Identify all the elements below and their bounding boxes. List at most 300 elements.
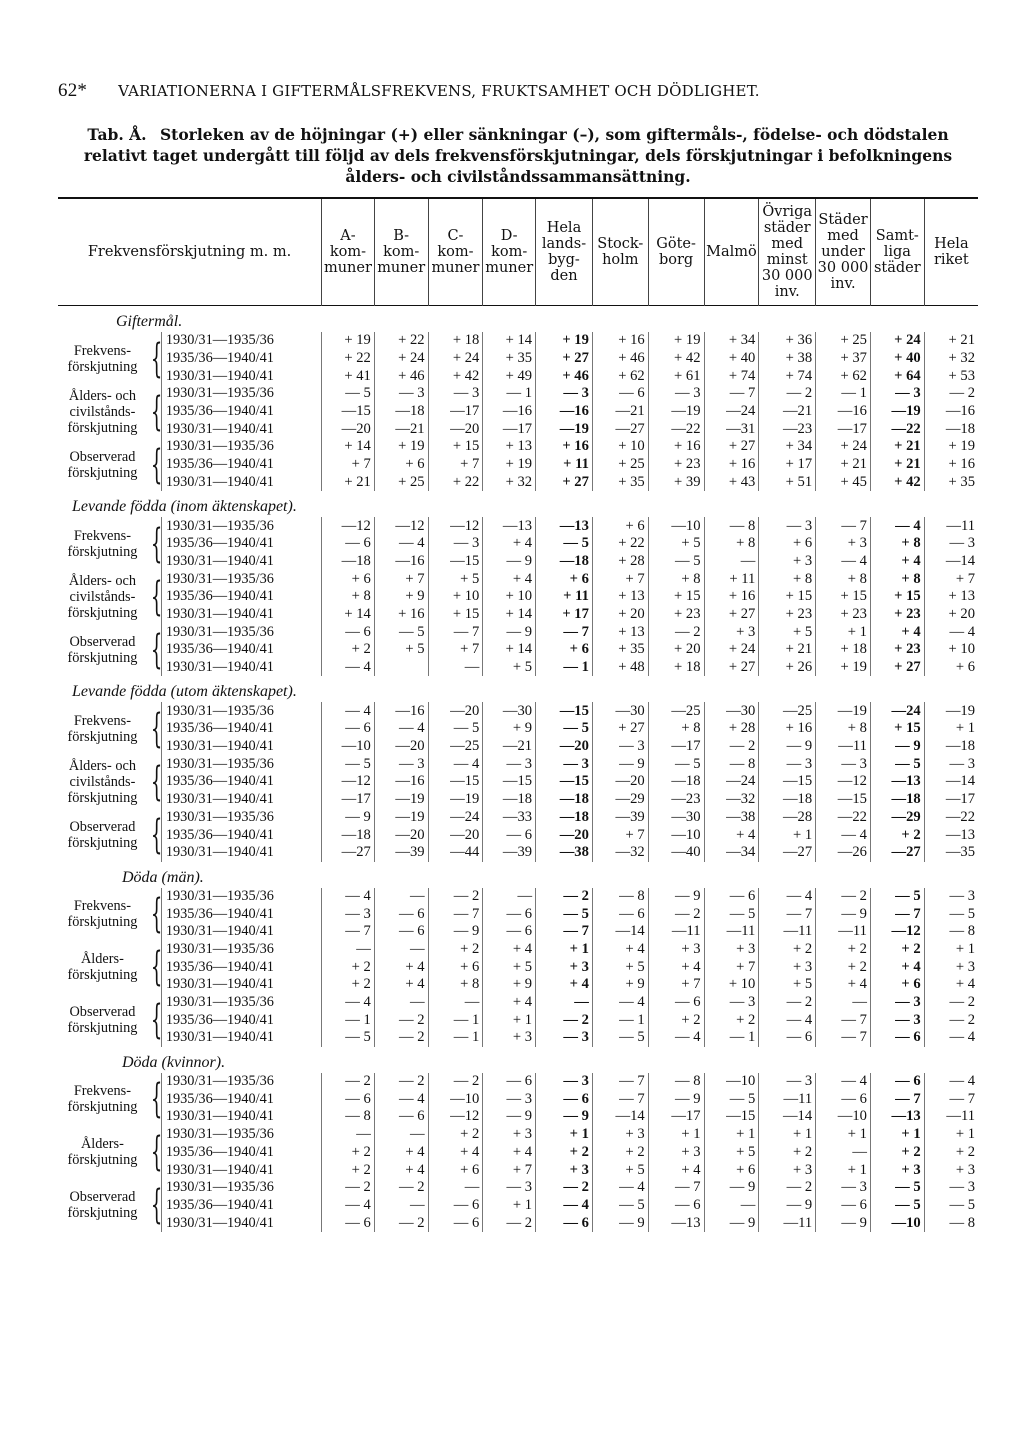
period-cell: 1930/31—1935/36 — [161, 809, 321, 827]
value-cell: + 19 — [816, 659, 871, 677]
group-name: Ålders- förskjutning — [67, 951, 138, 984]
group-name: Observerad förskjutning — [67, 819, 138, 852]
value-cell: — 9 — [592, 755, 648, 773]
table-row — [58, 403, 978, 421]
table-row — [58, 350, 978, 368]
value-cell: —18 — [374, 403, 428, 421]
value-cell: — 5 — [592, 1029, 648, 1047]
value-cell: —20 — [592, 773, 648, 791]
value-cell: + 5 — [592, 1161, 648, 1179]
value-cell: — 9 — [704, 1214, 759, 1232]
table-row — [58, 923, 978, 941]
period-cell: 1935/36—1940/41 — [161, 588, 321, 606]
value-cell: — 4 — [322, 888, 375, 906]
value-cell: + 4 — [374, 976, 428, 994]
section-heading-row — [58, 306, 978, 333]
table-row — [58, 474, 978, 492]
value-cell: + 3 — [704, 623, 759, 641]
value-cell: + 2 — [759, 1144, 816, 1162]
value-cell: + 15 — [428, 606, 483, 624]
value-cell: + 3 — [870, 1161, 924, 1179]
table-caption-text: Storleken av de höjningar (+) eller sänkningar (–), som giftermåls-, födelse- och dödstalen relativt taget undergått till följd av dels frekvensförskjutningar, dels förskjutningar i befolkningens ålders- och civilståndssammansättning. — [83, 125, 953, 186]
value-cell: — 4 — [428, 755, 483, 773]
value-cell: + 16 — [374, 606, 428, 624]
value-cell: — 6 — [428, 1197, 483, 1215]
value-cell: + 6 — [322, 570, 375, 588]
header-label: Frekvensförskjutning m. m. — [87, 244, 292, 260]
value-cell: —17 — [924, 791, 978, 809]
value-cell: —15 — [536, 702, 593, 720]
value-cell: —11 — [648, 923, 704, 941]
section-heading-row — [58, 676, 978, 702]
value-cell: —18 — [322, 553, 375, 571]
value-cell: + 8 — [648, 570, 704, 588]
table-row — [58, 553, 978, 571]
value-cell: + 53 — [924, 367, 978, 385]
value-cell: —14 — [924, 773, 978, 791]
value-cell: —29 — [592, 791, 648, 809]
value-cell: — — [322, 1126, 375, 1144]
value-cell: + 6 — [536, 570, 593, 588]
value-cell: + 2 — [536, 1144, 593, 1162]
value-cell: + 1 — [924, 720, 978, 738]
running-head-title: VARIATIONERNA I GIFTERMÅLSFREKVENS, FRUKTSAMHET OCH DÖDLIGHET. — [118, 82, 760, 100]
value-cell: + 1 — [648, 1126, 704, 1144]
value-cell: + 16 — [592, 332, 648, 350]
value-cell: — 9 — [428, 923, 483, 941]
value-cell: + 36 — [759, 332, 816, 350]
value-cell: — 8 — [924, 923, 978, 941]
value-cell: — 4 — [592, 1179, 648, 1197]
value-cell: — 9 — [816, 905, 871, 923]
period-cell: 1930/31—1935/36 — [161, 438, 321, 456]
value-cell: —10 — [322, 738, 375, 756]
table-row — [58, 1214, 978, 1232]
value-cell: + 10 — [704, 976, 759, 994]
value-cell: —23 — [648, 791, 704, 809]
value-cell: —12 — [322, 773, 375, 791]
value-cell: + 41 — [322, 367, 375, 385]
value-cell: + 3 — [483, 1029, 536, 1047]
value-cell: + 25 — [374, 474, 428, 492]
period-cell: 1930/31—1935/36 — [161, 994, 321, 1012]
value-cell: — — [704, 1197, 759, 1215]
value-cell: + 8 — [870, 570, 924, 588]
value-cell: —18 — [924, 420, 978, 438]
value-cell: + 3 — [816, 535, 871, 553]
value-cell: + 4 — [483, 570, 536, 588]
value-cell: — 2 — [536, 1011, 593, 1029]
value-cell: —18 — [648, 773, 704, 791]
value-cell: —22 — [924, 809, 978, 827]
value-cell: —12 — [816, 773, 871, 791]
value-cell: — — [374, 941, 428, 959]
value-cell: + 27 — [536, 350, 593, 368]
value-cell: — 7 — [870, 905, 924, 923]
value-cell: — 2 — [374, 1011, 428, 1029]
value-cell: + 45 — [816, 474, 871, 492]
value-cell: + 1 — [759, 1126, 816, 1144]
value-cell: + 24 — [816, 438, 871, 456]
value-cell: — 5 — [870, 888, 924, 906]
table-row — [58, 1161, 978, 1179]
value-cell: — 2 — [428, 1073, 483, 1091]
value-cell: — 4 — [322, 1197, 375, 1215]
table-row — [58, 1144, 978, 1162]
value-cell: —39 — [592, 809, 648, 827]
value-cell: —13 — [536, 517, 593, 535]
value-cell: + 2 — [870, 941, 924, 959]
value-cell: + 2 — [322, 1161, 375, 1179]
period-cell: 1935/36—1940/41 — [161, 1011, 321, 1029]
value-cell: — 2 — [322, 1073, 375, 1091]
value-cell: —11 — [924, 517, 978, 535]
value-cell: + 16 — [924, 456, 978, 474]
table-row — [58, 809, 978, 827]
value-cell: + 14 — [322, 606, 375, 624]
value-cell: —17 — [428, 403, 483, 421]
value-cell: —19 — [924, 702, 978, 720]
value-cell: — 4 — [759, 1011, 816, 1029]
group-label — [58, 1073, 161, 1126]
value-cell: + 8 — [870, 535, 924, 553]
value-cell: —13 — [870, 1108, 924, 1126]
value-cell: + 19 — [536, 332, 593, 350]
value-cell: + 2 — [592, 1144, 648, 1162]
value-cell: + 39 — [648, 474, 704, 492]
brace-mark: { — [150, 573, 163, 620]
value-cell: + 10 — [592, 438, 648, 456]
group-label — [58, 623, 161, 676]
value-cell: — 5 — [428, 720, 483, 738]
value-cell: + 2 — [870, 1144, 924, 1162]
value-cell: — 8 — [592, 888, 648, 906]
value-cell: + 15 — [428, 438, 483, 456]
value-cell: — 3 — [536, 1073, 593, 1091]
value-cell: + 5 — [648, 535, 704, 553]
value-cell: + 61 — [648, 367, 704, 385]
header-hela-riket: Hela riket — [924, 199, 978, 306]
value-cell: + 21 — [816, 456, 871, 474]
value-cell: —20 — [428, 826, 483, 844]
value-cell: —19 — [648, 403, 704, 421]
value-cell: — 6 — [816, 1090, 871, 1108]
table-row — [58, 456, 978, 474]
value-cell: —20 — [536, 826, 593, 844]
value-cell: —25 — [759, 702, 816, 720]
value-cell: + 4 — [592, 941, 648, 959]
value-cell: + 46 — [374, 367, 428, 385]
value-cell: + 5 — [592, 958, 648, 976]
value-cell: —29 — [870, 809, 924, 827]
brace-mark: { — [150, 705, 163, 752]
value-cell: + 23 — [816, 606, 871, 624]
section-heading-row — [58, 491, 978, 517]
value-cell: + 5 — [483, 958, 536, 976]
value-cell: + 13 — [924, 588, 978, 606]
value-cell: + 14 — [483, 332, 536, 350]
value-cell: —16 — [924, 403, 978, 421]
value-cell: + 9 — [483, 720, 536, 738]
value-cell: + 3 — [759, 1161, 816, 1179]
value-cell: + 13 — [592, 623, 648, 641]
value-cell: —33 — [483, 809, 536, 827]
group-name: Frekvens- förskjutning — [67, 1083, 138, 1116]
value-cell: — 3 — [924, 1179, 978, 1197]
value-cell: —11 — [759, 923, 816, 941]
value-cell: —25 — [648, 702, 704, 720]
value-cell: + 13 — [483, 438, 536, 456]
group-label — [58, 1179, 161, 1232]
value-cell: — 3 — [483, 1179, 536, 1197]
brace-mark: { — [150, 388, 163, 435]
value-cell: — 6 — [322, 623, 375, 641]
value-cell: — 4 — [816, 826, 871, 844]
header-hela-landsbygden: Hela lands- byg- den — [536, 199, 593, 306]
value-cell: — 7 — [592, 1090, 648, 1108]
value-cell: — — [428, 994, 483, 1012]
value-cell: — 3 — [592, 738, 648, 756]
value-cell: —40 — [648, 844, 704, 862]
value-cell: — — [816, 994, 871, 1012]
value-cell: + 2 — [428, 941, 483, 959]
value-cell: + 21 — [924, 332, 978, 350]
group-name: Ålders- och civilstånds- förskjutning — [67, 572, 138, 621]
period-cell: 1930/31—1940/41 — [161, 1214, 321, 1232]
value-cell: —15 — [536, 773, 593, 791]
value-cell: —15 — [483, 773, 536, 791]
brace-mark: { — [150, 1076, 163, 1123]
value-cell: — 3 — [870, 994, 924, 1012]
value-cell: —23 — [759, 420, 816, 438]
value-cell: + 62 — [592, 367, 648, 385]
value-cell: + 21 — [870, 438, 924, 456]
value-cell: + 4 — [428, 1144, 483, 1162]
group-label — [58, 755, 161, 808]
value-cell: — 6 — [322, 535, 375, 553]
value-cell: —16 — [374, 553, 428, 571]
value-cell: — 7 — [759, 905, 816, 923]
group-name: Frekvens- förskjutning — [67, 898, 138, 931]
value-cell: —12 — [428, 517, 483, 535]
value-cell: + 48 — [592, 659, 648, 677]
value-cell: + 26 — [759, 659, 816, 677]
value-cell: + 42 — [870, 474, 924, 492]
value-cell: + 6 — [870, 976, 924, 994]
table-row — [58, 438, 978, 456]
section-title: Döda (kvinnor). — [122, 1053, 226, 1071]
period-cell: 1935/36—1940/41 — [161, 826, 321, 844]
value-cell: —15 — [322, 403, 375, 421]
table-row — [58, 606, 978, 624]
value-cell: —13 — [483, 517, 536, 535]
value-cell: — 1 — [592, 1011, 648, 1029]
value-cell: + 4 — [870, 623, 924, 641]
header-row — [58, 199, 978, 306]
value-cell: —11 — [759, 1214, 816, 1232]
value-cell: — — [483, 888, 536, 906]
value-cell: —13 — [648, 1214, 704, 1232]
value-cell: + 4 — [374, 958, 428, 976]
period-cell: 1930/31—1940/41 — [161, 367, 321, 385]
period-cell: 1935/36—1940/41 — [161, 1144, 321, 1162]
value-cell: — 3 — [428, 385, 483, 403]
value-cell: + 1 — [483, 1197, 536, 1215]
period-cell: 1930/31—1935/36 — [161, 332, 321, 350]
value-cell: —12 — [374, 517, 428, 535]
value-cell: + 21 — [759, 641, 816, 659]
value-cell: —35 — [924, 844, 978, 862]
value-cell: — 6 — [704, 888, 759, 906]
value-cell: + 2 — [816, 941, 871, 959]
value-cell: + 23 — [870, 606, 924, 624]
period-cell: 1930/31—1935/36 — [161, 702, 321, 720]
period-cell: 1930/31—1940/41 — [161, 659, 321, 677]
table-row — [58, 702, 978, 720]
table-row — [58, 1029, 978, 1047]
value-cell: — 6 — [428, 1214, 483, 1232]
table-row — [58, 1108, 978, 1126]
value-cell: —25 — [428, 738, 483, 756]
value-cell: —10 — [816, 1108, 871, 1126]
value-cell: —21 — [592, 403, 648, 421]
value-cell: + 3 — [924, 1161, 978, 1179]
value-cell: — 9 — [648, 888, 704, 906]
value-cell: + 20 — [592, 606, 648, 624]
group-name: Ålders- och civilstånds- förskjutning — [67, 757, 138, 806]
value-cell: + 27 — [704, 438, 759, 456]
value-cell: — 9 — [759, 738, 816, 756]
table-row — [58, 905, 978, 923]
value-cell: + 8 — [816, 570, 871, 588]
value-cell: — 2 — [759, 385, 816, 403]
header-stockholm: Stock- holm — [592, 199, 648, 306]
value-cell: + 2 — [322, 1144, 375, 1162]
running-head — [58, 80, 978, 102]
brace-mark: { — [150, 1129, 163, 1176]
value-cell: + 1 — [536, 941, 593, 959]
value-cell: + 11 — [704, 570, 759, 588]
value-cell: —22 — [648, 420, 704, 438]
group-name: Observerad förskjutning — [67, 633, 138, 666]
value-cell: + 5 — [428, 570, 483, 588]
value-cell: — 1 — [483, 385, 536, 403]
value-cell: — — [322, 941, 375, 959]
group-label — [58, 888, 161, 941]
period-cell: 1935/36—1940/41 — [161, 958, 321, 976]
value-cell: — 5 — [374, 623, 428, 641]
value-cell: + 5 — [759, 976, 816, 994]
value-cell: + 22 — [592, 535, 648, 553]
value-cell: + 14 — [483, 641, 536, 659]
value-cell: — 7 — [428, 905, 483, 923]
value-cell: + 4 — [924, 976, 978, 994]
value-cell — [374, 659, 428, 677]
value-cell: — 2 — [759, 1179, 816, 1197]
value-cell: —32 — [592, 844, 648, 862]
value-cell: —24 — [704, 403, 759, 421]
period-cell: 1930/31—1940/41 — [161, 1161, 321, 1179]
value-cell: —39 — [483, 844, 536, 862]
value-cell: + 20 — [648, 641, 704, 659]
header-d-kommuner: D- kom- muner — [483, 199, 536, 306]
value-cell: + 38 — [759, 350, 816, 368]
value-cell: + 2 — [322, 958, 375, 976]
group-label — [58, 517, 161, 570]
value-cell: — 2 — [816, 888, 871, 906]
value-cell: — 9 — [704, 1179, 759, 1197]
value-cell: — — [374, 888, 428, 906]
section-title: Giftermål. — [116, 313, 183, 330]
value-cell: —19 — [870, 403, 924, 421]
value-cell: + 11 — [536, 588, 593, 606]
value-cell: + 27 — [592, 720, 648, 738]
value-cell: — 5 — [536, 905, 593, 923]
period-cell: 1935/36—1940/41 — [161, 350, 321, 368]
value-cell: —19 — [374, 791, 428, 809]
table-row — [58, 570, 978, 588]
value-cell: + 49 — [483, 367, 536, 385]
value-cell: —27 — [759, 844, 816, 862]
value-cell: + 1 — [816, 623, 871, 641]
value-cell: + 15 — [870, 588, 924, 606]
value-cell: + 23 — [759, 606, 816, 624]
value-cell: + 22 — [374, 332, 428, 350]
value-cell: — 2 — [924, 994, 978, 1012]
value-cell: —18 — [483, 791, 536, 809]
value-cell: —17 — [648, 1108, 704, 1126]
value-cell: —30 — [704, 702, 759, 720]
value-cell: — 1 — [536, 659, 593, 677]
value-cell: + 8 — [322, 588, 375, 606]
value-cell: — 5 — [924, 905, 978, 923]
period-cell: 1930/31—1935/36 — [161, 570, 321, 588]
period-cell: 1935/36—1940/41 — [161, 1090, 321, 1108]
value-cell: — 8 — [322, 1108, 375, 1126]
period-cell: 1930/31—1940/41 — [161, 606, 321, 624]
value-cell: + 32 — [924, 350, 978, 368]
value-cell: — 9 — [816, 1214, 871, 1232]
value-cell: — 5 — [536, 720, 593, 738]
table-row — [58, 535, 978, 553]
value-cell: + 7 — [704, 958, 759, 976]
value-cell: + 19 — [322, 332, 375, 350]
value-cell: + 4 — [704, 826, 759, 844]
value-cell: — 4 — [322, 659, 375, 677]
value-cell: —13 — [924, 826, 978, 844]
table-row — [58, 976, 978, 994]
value-cell: + 6 — [536, 641, 593, 659]
value-cell: — 2 — [374, 1179, 428, 1197]
group-name: Frekvens- förskjutning — [67, 527, 138, 560]
value-cell: — 6 — [483, 923, 536, 941]
value-cell: —12 — [322, 517, 375, 535]
value-cell: — 4 — [924, 1073, 978, 1091]
value-cell: — 7 — [870, 1090, 924, 1108]
value-cell: — 2 — [483, 1214, 536, 1232]
value-cell: — 3 — [536, 755, 593, 773]
value-cell: + 64 — [870, 367, 924, 385]
value-cell: —15 — [759, 773, 816, 791]
value-cell: + 1 — [536, 1126, 593, 1144]
value-cell: — 8 — [648, 1073, 704, 1091]
value-cell: — 4 — [924, 1029, 978, 1047]
value-cell: — 7 — [322, 923, 375, 941]
value-cell: — 5 — [704, 905, 759, 923]
value-cell: —15 — [704, 1108, 759, 1126]
value-cell: —16 — [816, 403, 871, 421]
value-cell: — 4 — [592, 994, 648, 1012]
